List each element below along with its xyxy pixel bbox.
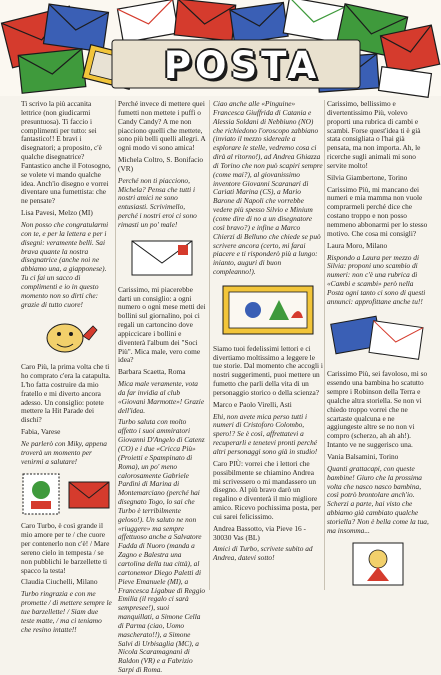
- editor-reply: Ehi, non avete mica perso tutti i numeri di Cristoforo Colombo, spero!? Se è così, affrettatevi a recuperarli e tenetevi pronti perché altri personaggi sono già in studio!: [213, 411, 318, 456]
- letter-text: Caro Più, la prima volta che ti ho comprato c'era la catapulta. L'ho fatta costruire da mio fratello e mi diverto ancora adesso. Un consiglio: potete mettere la Hit Parade dei dischi?: [21, 362, 111, 425]
- column-divider: [115, 100, 116, 590]
- letter-text: Carissimo Più, mi mancano dei numeri e mia mamma non vuole comprarmeli perché dice che costano troppo e non posso nemmeno abbonarmi per lo stesso motivo. Che cosa mi consigli?: [327, 184, 428, 238]
- editor-reply: Ne parlerò con Miky, appena troverà un momento per venirmi a salutare!: [21, 439, 107, 466]
- editor-reply: Non posso che congratularmi con te, e per la lettera e per i disegni: veramente belli. Sai brava quante la nostra disegnatrice (anche noi ne abbiamo una, a giapponese). Tu ci fai un sacco di complimenti e io in questo momento non so dirti che: grazie di tutto cuore!: [21, 219, 109, 309]
- column-3: [213, 100, 323, 597]
- page-title: POSTA: [163, 44, 321, 87]
- letter-signature: Silvia Giambertone, Torino: [327, 172, 408, 182]
- letter-text: Siamo tuoi fedelissimi lettori e ci divertiamo moltissimo a leggere le tue storie. Dal momento che accogli i nostri suggerimenti, puoi mettere un fumetto che parli della vita di un personaggio storico o della scienza?: [213, 343, 323, 397]
- letter-text: Carissimo, mi piacerebbe darti un consiglio: a ogni numero o ogni mese metti dei bollini sul giornalino, poi ci regali un cartoncino dove appiccicare i bollini e diventerà l'album dei "Soci Più". Mica male, vero come idea?: [118, 284, 206, 365]
- editor-reply: Mica male veramente, vota da far invidia al club «Giovani Marmotte»! Grazie dell'idea.: [118, 379, 205, 415]
- letter-text: Caro Turbo, è così grande il mio amore per te / che cuore per contenerlo non c'è! / Mare sereno cielo in tempesta / se non pubblichi le barzellette ti spacco la testa!: [21, 521, 110, 575]
- letter-signature: Barbara Scaetta, Roma: [118, 367, 186, 377]
- editor-reply: Rispondo a Laura per mezzo di Silvia: proponi uno scambio di numeri: non c'è una rubrica di «Cambi e scambi» però nella Posta ogni tanto ci sono di questi annunci: approfittane anche tu!!: [327, 252, 426, 306]
- column-divider: [324, 100, 325, 590]
- envelope-drawing-icon: [118, 235, 206, 279]
- editor-reply: Turbo ringrazia e con me promette / di mettere sempre le tue barzellette! / Siam due teste matte, / ma ci teniamo che resino intatte!!: [21, 589, 112, 634]
- editor-reply: Perché non ti piacciono, Michela? Pensa che tutti i nostri amici ne sono entusiasti. Scrivimello, perché i nostri eroi ci sono rimasti un po' male!: [118, 175, 197, 229]
- column-4: [327, 100, 429, 597]
- stamp-character-icon: [21, 472, 113, 516]
- letter-signature: Andrea Bassotto, via Pieve 16 - 30030 Vas (BL): [213, 523, 307, 542]
- letter-signature: Vania Balsamini, Torino: [327, 452, 399, 461]
- column-2: [118, 99, 206, 675]
- editor-reply: Amici di Turbo, scrivete subito ad Andrea, datevi sotto!: [213, 544, 313, 563]
- letter-signature: Lisa Pavesi, Melzo (MI): [21, 208, 93, 218]
- letter-signature: Fabia, Varese: [21, 427, 61, 437]
- letter-text: Carissimo Più, sei favoloso, mi so essendo una bambina ho scatutto sempre i Robinson della Terra e qualche altra storiella. Se non vi chiedo troppo vorrei che ne scartaste qualcuna e ne aggiungeste altre se no non vi compro (scherzo, ah ah ah!). Intanto ve ne suggerisco una.: [327, 369, 428, 450]
- reader-drawing-icon: [213, 282, 323, 338]
- letter-signature: Claudia Ciuchelli, Milano: [21, 577, 98, 587]
- girl-drawing-icon: [327, 541, 429, 587]
- letter-signature: Laura Moro, Milano: [327, 240, 388, 250]
- column-divider: [209, 100, 210, 590]
- letter-text: Caro PIÙ: vorrei che i lettori che possibilmente se chiamino Andrea mi scrivessero o mi mandassero un disegno. Al più bravo darò un regalino e diventerà il mio migliore amico. Ricevo pochissima posta, per cui sarei felicissimo.: [213, 458, 321, 521]
- header-banner: [0, 0, 441, 96]
- column-1: [21, 99, 113, 634]
- letter-text: Carissimo, bellissimo e divertentissimo Più, volevo proporti una rubrica di cambi e scambi. Forse quest'idea ti è già stata consigliata o l'hai già pensata, ma non importa. Ah, le ricerche sugli animali mi sono servite molto!: [327, 99, 421, 170]
- letter-text: Ti scrivo la più accanita lettrice (non giudicarmi presuntuosa). Ti faccio i complimenti per tutto: sei fantastico!! E bravi i disegnatori; a proposito, c'è qualche disegnatrice? Fantastico anche il Fotosogno, se volete vi mando qualche idea. Anch'io disegno e vorrei diventare una fumettista: che ne pensate?: [21, 99, 111, 206]
- editor-reply: Turbo saluta con molto affetto i suoi ammiratori Giovanni D'Angelo di Catenz (CO) e i due «Cricca Più» (Proietti e Spampinato di Roma), un po' meno calorosamente Gabriele Pardini di Marina di Montemarciano (perché hai disegnato Togo, lo sai che Turbo è terribilmente geloso!). Un saluto ne non «riuggere» ma sempre affettuoso anche a Salvatore Fadda di Nuoro (manda a Zagno e Balestra una cartolina della tua città), al cartonemor Diego Paletti di Pieve Emanuele (MI), a Francesca Ligabue di Reggio Emilia (il regalo ci sarà sempresee!), suoi manquillati, a Simone Cella di Parma (ciao, Uomo mascherato!!), a Simone Salvi di Urbisaglia (MC), a Nicola Scaramagnani di Raldon (VR) e a Fabrizio Sarpi di Roma.: [118, 417, 206, 675]
- envelope-stack-top-icon: [117, 0, 344, 44]
- letter-signature: Michela Coltro, S. Bonifacio (VR): [118, 155, 204, 173]
- cartoon-thumbs-up-icon: [21, 314, 113, 356]
- editor-reply: Quanti grattacapi, con queste bambine! Giuro che la prossima volta che nasco nasco bambina, così potrò brontolare anch'io. Scherzi a parte, hai visto che abbiamo già cambiato qualche storiella? Non è bella come la tua, ma insomma...: [327, 463, 429, 535]
- envelopes-cartoon-icon: [327, 312, 429, 364]
- editor-reply: Ciao anche alle «Pinguine» Francesca Giuffrida di Catania e Alessia Soldani di Nebbiuno (NO) che richiedono l'oroscopo zabbiano (inviato il mezzo sidereale a esplorare le stelle, vedremo cosa ci dirà al ritorno!), ad Andrea Ghiazza di Torino che non può scapiri sempre (come mai?), al giovanissimo inventore Giovanni Scaranari di Cariati Marina (CS), a Mario Barone di Napoli che vorrebbe vedere più spesso Silvio e Minium (come dire di no a un disegnatore così bravo?) e infine a Marco Chierzi di Belluno che chiede se può scrivere ancora (certo, mi farai piacere e ti risponderò più a lungo: inianto, auguri di buon compleanno!).: [213, 99, 323, 277]
- letter-text: Perché invece di mettere quei fumetti non mettete i puffi o Candy Candy? A me non piacciono quelli che mettete, sono più belli quelli allegri. A ogni modo vi sono amica!: [118, 99, 206, 153]
- letter-signature: Marco e Paolo Virelli, Asti: [213, 399, 292, 409]
